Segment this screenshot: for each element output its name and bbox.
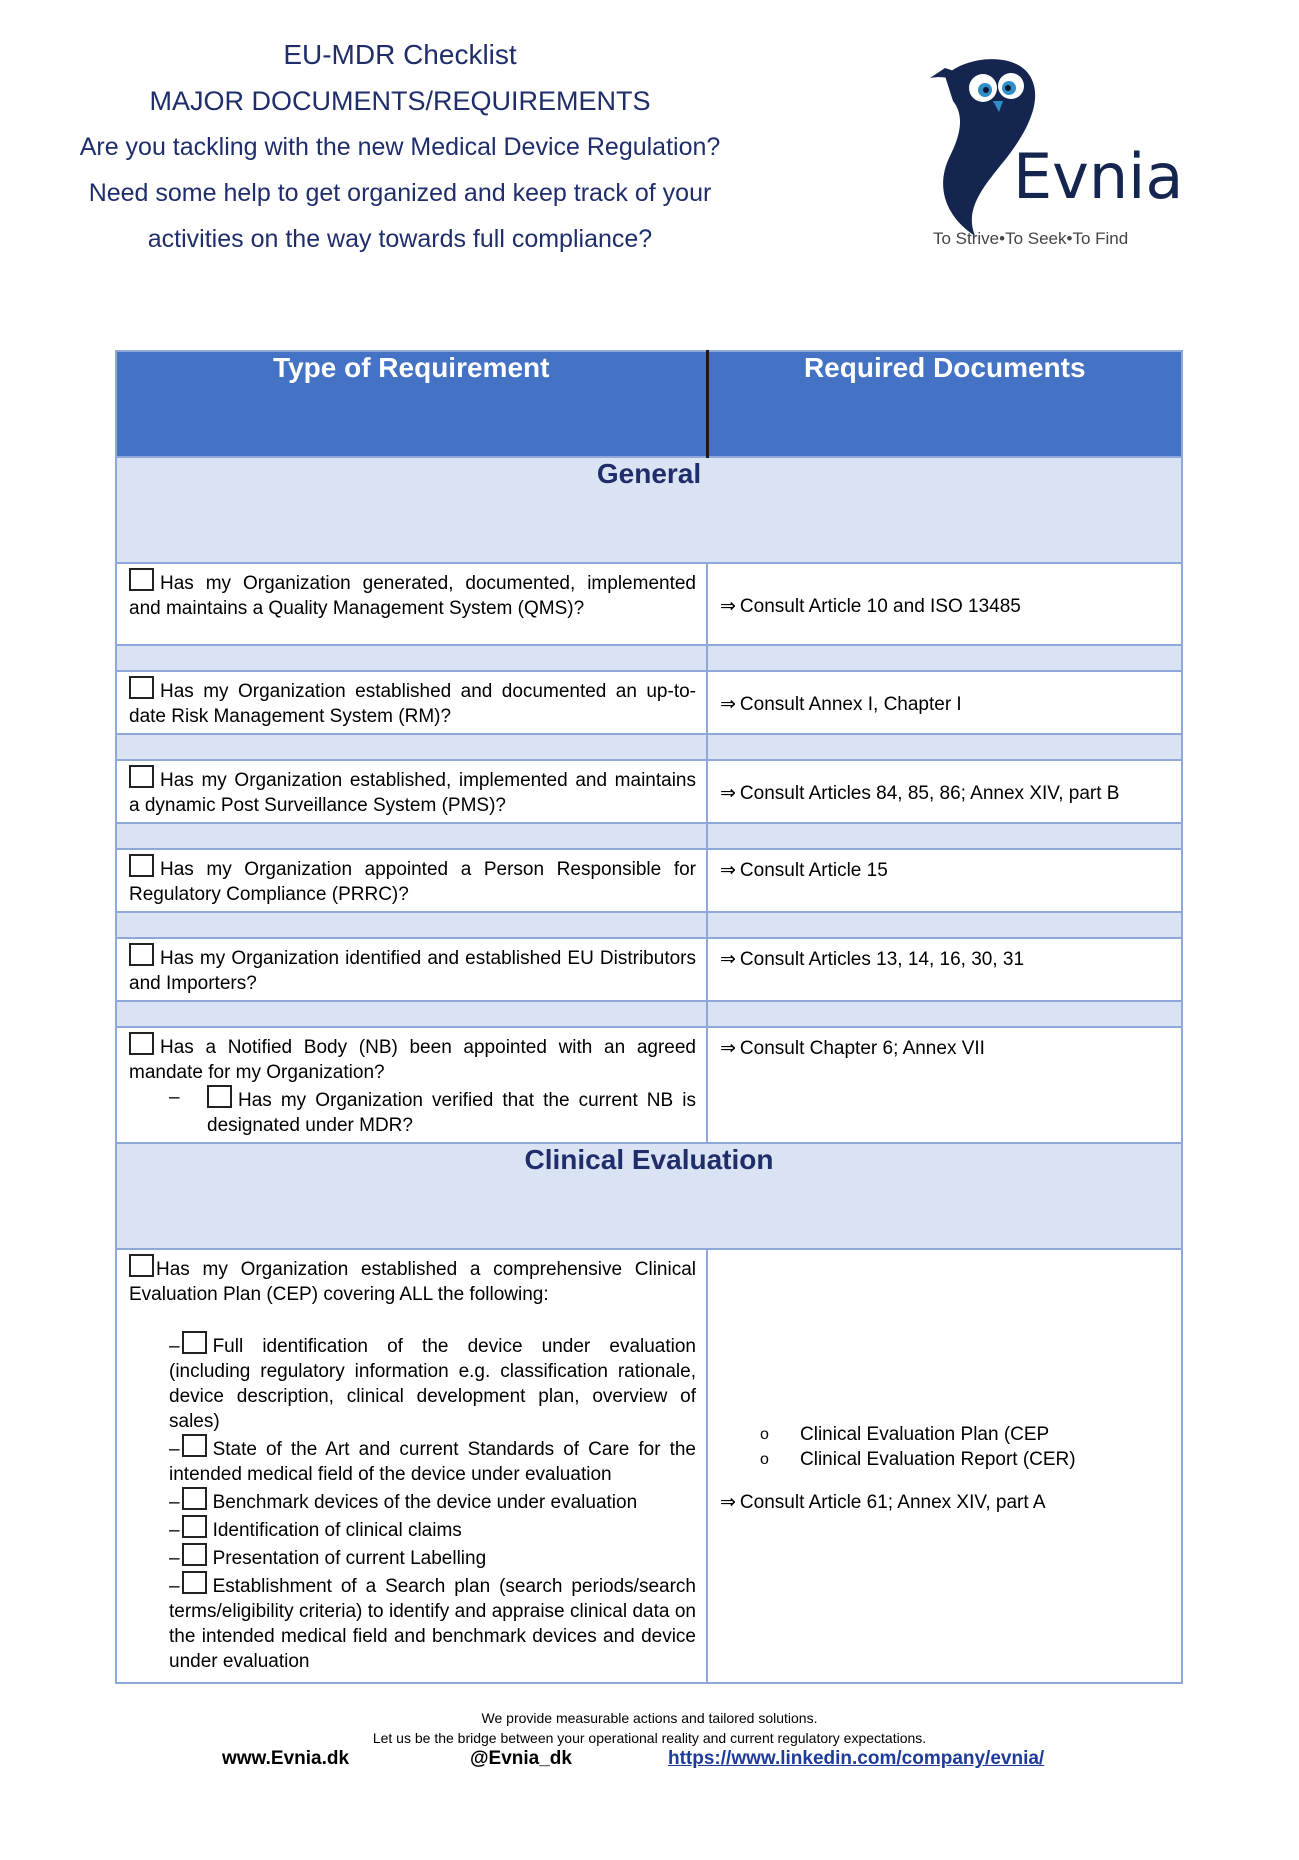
answer-cell: ⇒ Consult Article 10 and ISO 13485: [707, 563, 1182, 645]
arrow-icon: ⇒: [720, 694, 736, 715]
reference-text: ⇒ Consult Article 61; Annex XIV, part A: [720, 1491, 1046, 1513]
table-row: [116, 671, 1182, 734]
linkedin-link[interactable]: https://www.linkedin.com/company/evnia/: [668, 1748, 1045, 1769]
documents-list: [760, 1422, 1171, 1472]
svg-text:Evnia: Evnia: [1013, 140, 1184, 213]
checklist-item: – Benchmark devices of the device under evaluation: [169, 1487, 696, 1515]
col-header-type: Type of Requirement: [116, 351, 707, 457]
answer-cell: ⇒ Consult Annex I, Chapter I: [707, 671, 1182, 734]
question-cell: Has my Organization established a comprehensive Clinical Evaluation Plan (CEP) covering ALL the following: – Full identification of the device under evaluation (including regulatory information e.g. classification rationale, device description, clinical development plan, overview of sales) – State of the Art and current Standards of Care for the intended medical field of the device under evaluation – Benchmark devices of the device under evaluation – Identification of clinical claims – Presentation of current Labelling – Establishment of a Search plan (search periods/search terms/eligibility criteria) to identify and appraise clinical data on the intended medical field and benchmark devices and device under evaluation: [116, 1249, 707, 1683]
checkbox[interactable]: [182, 1543, 207, 1566]
table-row: [116, 760, 1182, 823]
checklist-item: – State of the Art and current Standards of Care for the intended medical field of the device under evaluation: [169, 1434, 696, 1487]
checkbox[interactable]: [129, 676, 154, 699]
table-row: [116, 563, 1182, 645]
arrow-icon: ⇒: [720, 949, 736, 970]
table-row: [116, 849, 1182, 912]
table-row: [116, 1249, 1182, 1683]
arrow-icon: ⇒: [720, 860, 736, 881]
checkbox[interactable]: [182, 1434, 207, 1457]
table-header-row: [116, 351, 1182, 457]
answer-cell: [707, 1249, 1182, 1683]
intro-line-3: activities on the way towards full compliance?: [147, 225, 653, 253]
checkbox[interactable]: [182, 1487, 207, 1510]
checklist-item: – Identification of clinical claims: [169, 1515, 696, 1543]
intro-line-2: Need some help to get organized and keep track of your: [88, 179, 712, 207]
checklist-item: – Full identification of the device under evaluation (including regulatory information e.g. classification rationale, device description, clinical development plan, overview of sales): [169, 1331, 696, 1434]
list-item: o Clinical Evaluation Plan (CEP: [760, 1423, 1050, 1445]
document-title: EU-MDR Checklist: [283, 39, 517, 70]
checkbox[interactable]: [129, 943, 154, 966]
answer-cell: ⇒ Consult Chapter 6; Annex VII: [707, 1027, 1182, 1143]
question-cell: Has my Organization established and documented an up-to-date Risk Management System (RM)?: [116, 671, 707, 734]
arrow-icon: ⇒: [720, 1491, 736, 1513]
table-row: [116, 1027, 1182, 1143]
checkbox[interactable]: [182, 1331, 207, 1354]
checklist-item: – Establishment of a Search plan (search periods/search terms/eligibility criteria) to identify and appraise clinical data on the intended medical field and benchmark devices and device under evaluation: [169, 1571, 696, 1674]
table-row: [116, 938, 1182, 1001]
twitter-handle[interactable]: @Evnia_dk: [470, 1748, 572, 1769]
document-subtitle: MAJOR DOCUMENTS/REQUIREMENTS: [149, 86, 651, 116]
requirements-table: [115, 350, 1183, 1684]
list-item: o Clinical Evaluation Report (CER): [760, 1448, 1076, 1470]
checkbox[interactable]: [129, 1254, 154, 1277]
sub-question: – Has my Organization verified that the current NB is designated under MDR?: [169, 1087, 696, 1136]
question-cell: Has my Organization identified and established EU Distributors and Importers?: [116, 938, 707, 1001]
question-cell: Has a Notified Body (NB) been appointed with an agreed mandate for my Organization? – Has my Organization verified that the current NB is designated under MDR?: [116, 1027, 707, 1143]
arrow-icon: ⇒: [720, 595, 736, 617]
question-cell: Has my Organization appointed a Person Responsible for Regulatory Compliance (PRRC)?: [116, 849, 707, 912]
section-general: General: [116, 457, 1182, 563]
checkbox[interactable]: [129, 568, 154, 591]
owl-logo-icon: [905, 46, 1225, 256]
col-header-documents: Required Documents: [707, 351, 1182, 457]
checkbox[interactable]: [129, 765, 154, 788]
arrow-icon: ⇒: [720, 1038, 736, 1059]
arrow-icon: ⇒: [720, 783, 736, 804]
intro-line-1: Are you tackling with the new Medical Device Regulation?: [79, 133, 721, 161]
checkbox[interactable]: [129, 1032, 154, 1055]
checkbox[interactable]: [182, 1571, 207, 1594]
checkbox[interactable]: [182, 1515, 207, 1538]
answer-cell: ⇒ Consult Articles 84, 85, 86; Annex XIV, part B: [707, 760, 1182, 823]
svg-text:To Strive•To Seek•To Find: To Strive•To Seek•To Find: [933, 229, 1129, 248]
answer-cell: ⇒ Consult Articles 13, 14, 16, 30, 31: [707, 938, 1182, 1001]
section-clinical-evaluation: Clinical Evaluation: [116, 1143, 1182, 1249]
footer-line-1: We provide measurable actions and tailored solutions.: [481, 1710, 818, 1726]
checklist-item: – Presentation of current Labelling: [169, 1543, 696, 1571]
question-cell: Has my Organization generated, documented, implemented and maintains a Quality Management System (QMS)?: [116, 563, 707, 645]
evnia-logo: [905, 46, 1225, 256]
website-link[interactable]: www.Evnia.dk: [222, 1748, 350, 1769]
checkbox[interactable]: [129, 854, 154, 877]
checkbox[interactable]: [207, 1085, 232, 1108]
footer: [0, 1708, 1299, 1748]
document-header: [40, 36, 760, 262]
answer-cell: ⇒ Consult Article 15: [707, 849, 1182, 912]
footer-line-2: Let us be the bridge between your operational reality and current regulatory expectations.: [372, 1730, 927, 1746]
question-cell: Has my Organization established, implemented and maintains a dynamic Post Surveillance System (PMS)?: [116, 760, 707, 823]
